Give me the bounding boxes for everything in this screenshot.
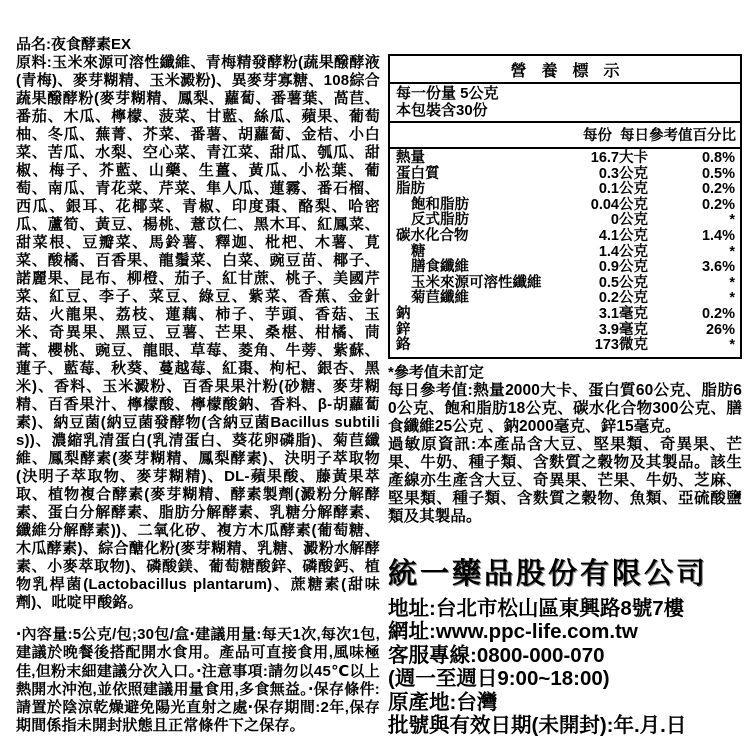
- service-hotline: 客服專線:0800-000-070: [388, 643, 605, 667]
- nutrient-value: 173: [594, 337, 619, 354]
- nutrition-row: [390, 245, 740, 261]
- nutrition-row: [390, 151, 740, 167]
- product-name: 品名:夜食酵素EX: [16, 36, 132, 53]
- nutrition-row: [390, 323, 740, 339]
- nutrient-value: 0.3: [598, 165, 619, 182]
- nutrient-daily-value: 0.2%: [701, 196, 735, 213]
- nutrient-daily-value: 0.2%: [701, 305, 735, 322]
- nutrition-table-title: 營養標示: [390, 56, 740, 84]
- nutrient-daily-value: *: [729, 243, 735, 260]
- servings-per-pack: 本包裝含30份: [396, 102, 488, 119]
- nutrient-unit: 公克: [619, 274, 648, 291]
- left-column: [16, 36, 380, 736]
- ingredients-paragraph: 原料:玉米來源可溶性纖維、青梅精發酵粉(蔬果醱酵液(青梅)、麥芽糊精、玉米澱粉)、異麥芽寡糖、108綜合蔬果醱酵粉(麥芽糊精、鳳梨、蘿蔔、番薯葉、萵苣、番茄、木瓜、檸檬、菠菜、甘藍、絲瓜、蘋果、葡萄柚、冬瓜、蕪菁、芥菜、番薯、胡蘿蔔、金桔、小白菜、苦瓜、水梨、空心菜、青江菜、甜瓜、瓠瓜、甜椒、梅子、芥藍、山藥、生薑、黃瓜、小松葉、葡萄、南瓜、青花菜、芹菜、隼人瓜、蓮霧、番石榴、西瓜、銀耳、花椰菜、青椒、印度棗、酪梨、哈密瓜、蘆筍、黃豆、楊桃、薏苡仁、黑木耳、紅鳳菜、甜菜根、豆瓣菜、馬鈴薯、釋迦、枇杷、木薯、莧菜、酸橘、百香果、龍鬚菜、白菜、豌豆苗、椰子、諾麗果、昆布、柳橙、茄子、紅甘蔗、桃子、美國芹菜、紅豆、李子、菜豆、綠豆、紫菜、香蕉、金針菇、火龍果、荔枝、蓮藕、柿子、芋頭、香菇、玉米、奇異果、黑豆、豆薯、芒果、桑椹、柑橘、茼蒿、櫻桃、豌豆、龍眼、草莓、菱角、牛蒡、紫蘇、蓮子、藍莓、秋葵、蔓越莓、紅棗、枸杞、銀杏、黑米)、香料、玉米澱粉、百香果果汁粉(砂糖、麥芽糊精、百香果汁、檸檬酸、檸檬酸鈉、香料、β-胡蘿蔔素)、納豆菌(納豆菌發酵物(含納豆菌Bacillus subtilis))、濃縮乳清蛋白(乳清蛋白、葵花卵磷脂)、菊苣纖維、鳳梨酵素(麥芽糊精、鳳梨酵素)、決明子萃取物(決明子萃取物、麥芽糊精)、DL-蘋果酸、藤黃果萃取、植物複合酵素(麥芽糊精、酵素製劑(澱粉分解酵素、蛋白分解酵素、脂肪分解酵素、乳糖分解酵素、纖維分解酵素))、二氧化矽、複方木瓜酵素(葡萄糖、木瓜酵素)、綜合醣化粉(麥芽糊精、乳糖、澱粉水解酵素、小麥萃取物)、磷酸鎂、葡萄糖酸鋅、磷酸鈣、植物乳桿菌(Lactobacillus plantarum)、蔗糖素(甜味劑)、吡啶甲酸鉻。: [16, 54, 380, 611]
- nutrient-name: 飽和脂肪: [411, 196, 469, 213]
- nutrition-row: [390, 291, 740, 307]
- nutrient-unit: 公克: [619, 212, 648, 229]
- nutrition-row: [390, 213, 740, 229]
- nutrient-daily-value: *: [729, 212, 735, 229]
- right-column: [388, 54, 742, 738]
- country-of-origin: 原產地:台灣: [388, 690, 498, 714]
- nutrient-unit: 公克: [619, 196, 648, 213]
- nutrient-name: 菊苣纖維: [411, 290, 469, 307]
- nutrient-name: 糖: [411, 243, 426, 260]
- nutrient-value: 0: [610, 212, 619, 229]
- serving-info: [390, 84, 740, 123]
- nutrient-name: 膳食纖維: [411, 259, 469, 276]
- col-header-per-serving: 每份: [583, 128, 612, 144]
- nutrition-row: [390, 229, 740, 245]
- nutrient-unit: 毫克: [619, 321, 648, 338]
- company-website: 網址:www.ppc-life.com.tw: [388, 620, 638, 644]
- nutrient-name: 鉻: [396, 337, 411, 354]
- daily-reference-paragraph: 每日參考值:熱量2000大卡、蛋白質60公克、脂肪60公克、飽和脂肪18公克、碳水化合物300公克、膳食纖維25公克 、鈉2000毫克、鋅15毫克。: [388, 381, 742, 435]
- serving-size: 每一份量 5公克: [396, 85, 499, 102]
- nutrition-row: [390, 307, 740, 323]
- nutrient-name: 鋅: [396, 321, 411, 338]
- nutrient-name: 脂肪: [396, 181, 425, 198]
- nutrition-table: [388, 54, 742, 359]
- nutrition-row: [390, 338, 740, 354]
- nutrition-row: [390, 276, 740, 292]
- nutrient-value: 0.04: [590, 196, 619, 213]
- company-address: 地址:台北市松山區東興路8號7樓: [388, 596, 685, 620]
- nutrition-row: [390, 260, 740, 276]
- nutrient-unit: 公克: [619, 290, 648, 307]
- nutrient-name: 碳水化合物: [396, 227, 469, 244]
- nutrient-value: 3.9: [598, 321, 619, 338]
- nutrient-name: 玉米來源可溶性纖維: [411, 274, 542, 291]
- nutrient-unit: 毫克: [619, 305, 648, 322]
- nutrition-column-headers: [390, 123, 740, 149]
- nutrient-value: 4.1: [598, 227, 619, 244]
- nutrient-daily-value: 3.6%: [701, 259, 735, 276]
- nutrient-daily-value: *: [729, 337, 735, 354]
- nutrient-daily-value: *: [729, 290, 735, 307]
- nutrient-unit: 公克: [619, 227, 648, 244]
- col-header-daily-value: 每日參考值百分比: [620, 128, 736, 144]
- nutrient-unit: 公克: [619, 243, 648, 260]
- nutrient-daily-value: *: [729, 274, 735, 291]
- usage-storage-paragraph: ‧內容量:5公克/包;30包/盒‧建議用量:每天1次,每次1包,建議於晚餐後搭配開水食用。產品可直接食用,風味極佳,但粉末細建議分次入口。‧注意事項:請勿以45℃以上熱開水沖泡,並依照建議用量食用,多食無益。‧保存條件:請置於陰涼乾燥避免陽光直射之處‧保存期間:2年,保存期間係指未開封狀態且正常條件下之保存。: [16, 626, 380, 735]
- service-hours: (週一至週日9:00~18:00): [388, 667, 610, 691]
- nutrient-unit: 公克: [619, 181, 648, 198]
- nutrient-unit: 公克: [619, 259, 648, 276]
- nutrient-value: 1.4: [598, 243, 619, 260]
- nutrient-daily-value: 26%: [705, 321, 735, 338]
- nutrition-row: [390, 167, 740, 183]
- company-info-block: [388, 597, 742, 738]
- nutrient-value: 0.1: [598, 181, 619, 198]
- nutrient-daily-value: 1.4%: [701, 227, 735, 244]
- allergen-info-paragraph: 過敏原資訊:本產品含大豆、堅果類、奇異果、芒果、牛奶、種子類、含麩質之穀物及其製品。該生產線亦生產含大豆、奇異果、芒果、牛奶、芝麻、堅果類、種子類、含麩質之穀物、魚類、亞硫酸鹽類及其製品。: [388, 435, 742, 525]
- nutrient-value: 3.1: [598, 305, 619, 322]
- nutrient-name: 熱量: [396, 150, 425, 166]
- nutrient-name: 反式脂肪: [411, 212, 469, 229]
- nutrient-daily-value: 0.2%: [701, 181, 735, 198]
- nutrient-unit: 微克: [619, 337, 648, 354]
- nutrient-value: 0.2: [598, 290, 619, 307]
- nutrient-name: 蛋白質: [396, 165, 440, 182]
- batch-expiry-label: 批號與有效日期(未開封):年.月.日: [388, 714, 687, 738]
- nutrient-name: 鈉: [396, 305, 411, 322]
- nutrition-rows: [390, 149, 740, 357]
- nutrient-unit: 公克: [619, 165, 648, 182]
- nutrient-value: 0.5: [598, 274, 619, 291]
- reference-footnote: *參考值未訂定: [388, 363, 484, 381]
- company-logo-name: 統一藥品股份有限公司: [388, 557, 709, 590]
- nutrient-unit: 大卡: [619, 150, 648, 166]
- nutrient-value: 0.9: [598, 259, 619, 276]
- nutrient-value: 16.7: [590, 150, 619, 166]
- nutrient-daily-value: 0.5%: [701, 165, 735, 182]
- nutrient-daily-value: 0.8%: [701, 150, 735, 166]
- nutrition-row: [390, 182, 740, 198]
